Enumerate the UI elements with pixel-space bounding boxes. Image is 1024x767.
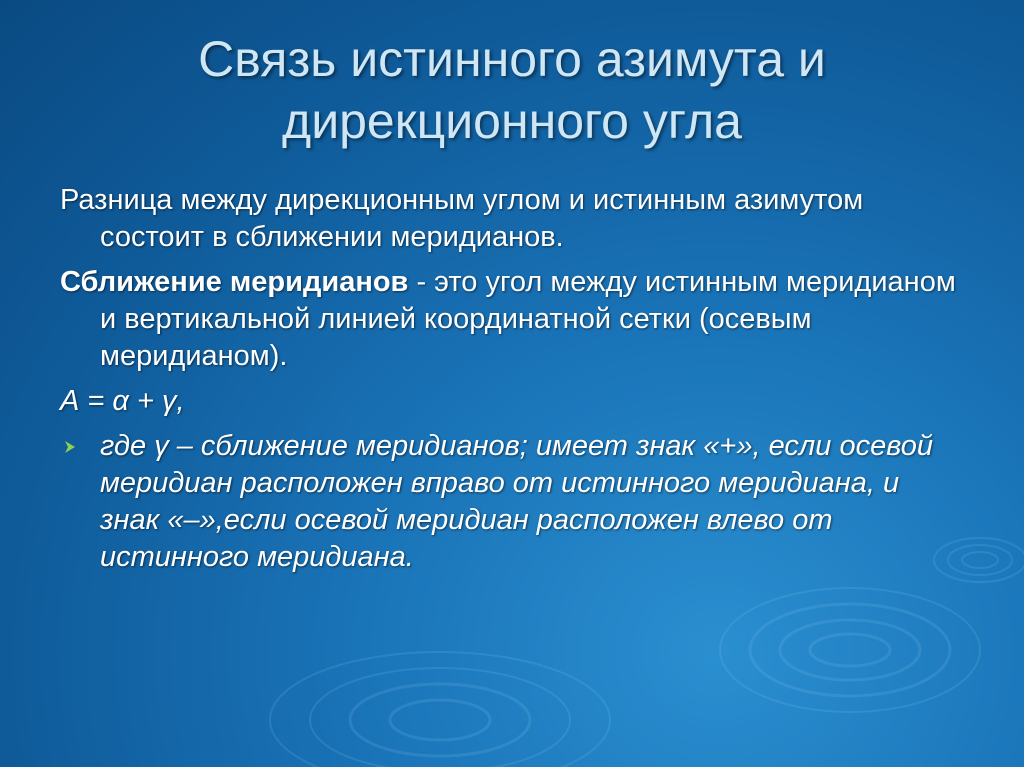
slide-title-line2: дирекционного угла bbox=[282, 93, 742, 149]
formula: А = α + γ, bbox=[60, 385, 185, 417]
slide-title bbox=[60, 28, 964, 152]
paragraph-definition bbox=[60, 264, 960, 375]
definition-text: - это угол между истинным меридианом и вертикальной линией координатной сетки (осевым меридианом). bbox=[100, 266, 956, 372]
paragraph-difference: Разница между дирекционным углом и истинным азимутом состоит в сближении меридианов. bbox=[60, 184, 864, 253]
slide-content bbox=[60, 182, 960, 576]
bullet-item bbox=[60, 428, 960, 576]
arrow-right-icon bbox=[62, 438, 80, 456]
term-meridian-convergence: Сближение меридианов bbox=[60, 266, 409, 298]
slide-title-line1: Связь истинного азимута и bbox=[198, 31, 826, 87]
bullet-text: где γ – сближение меридианов; имеет знак «+», если осевой меридиан расположен вправо от истинного меридиана, и знак «–»,если осевой меридиан расположен влево от истинного меридиана. bbox=[100, 430, 933, 573]
